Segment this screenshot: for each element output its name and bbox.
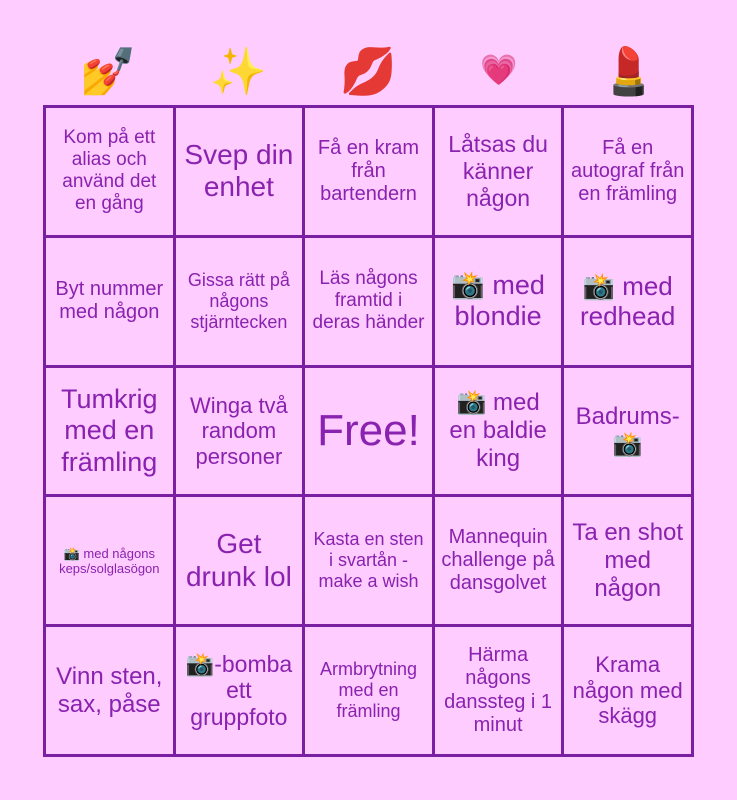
bingo-cell[interactable] — [305, 497, 432, 624]
bingo-cell-text: Get drunk lol — [185, 528, 292, 592]
bingo-board — [43, 105, 694, 757]
growing-heart-icon: 💗 — [480, 53, 518, 88]
bingo-cell[interactable] — [564, 238, 691, 365]
bingo-cell-text: 📸 med blondie — [451, 269, 545, 332]
bingo-cell-text: 📸-bomba ett gruppfoto — [185, 650, 293, 730]
bingo-cell[interactable] — [46, 627, 173, 754]
bingo-cell[interactable] — [435, 627, 562, 754]
bingo-cell[interactable] — [176, 497, 303, 624]
bingo-cell-text: 📸 med någons keps/solglasögon — [59, 545, 160, 576]
bingo-cell-text: Kasta en sten i svartån - make a wish — [313, 529, 424, 592]
bingo-cell-text: Badrums-📸 — [575, 403, 680, 458]
bingo-cell[interactable] — [305, 238, 432, 365]
bingo-cell-text: Gissa rätt på någons stjärntecken — [187, 269, 290, 332]
bingo-cell-text: Byt nummer med någon — [55, 278, 164, 324]
bingo-cell-text: Härma någons danssteg i 1 minut — [444, 644, 553, 736]
bingo-cell-text: Armbrytning med en främling — [319, 659, 417, 722]
bingo-cell[interactable] — [564, 108, 691, 235]
free-space-cell[interactable] — [305, 368, 432, 495]
bingo-cell-text: Winga två random personer — [189, 392, 288, 469]
bingo-cell[interactable] — [46, 238, 173, 365]
bingo-cell[interactable] — [435, 108, 562, 235]
bingo-cell-text: Låtsas du känner någon — [448, 131, 548, 211]
nail-polish-icon: 💅 — [79, 44, 137, 98]
bingo-cell[interactable] — [46, 108, 173, 235]
bingo-cell-text: Kom på ett alias och använd det en gång — [62, 127, 157, 215]
bingo-cell[interactable] — [46, 497, 173, 624]
bingo-cell-text: 📸 med redhead — [579, 271, 676, 332]
lipstick-icon: 💄 — [600, 44, 658, 98]
bingo-cell-text: Ta en shot med någon — [572, 519, 684, 602]
bingo-cell[interactable] — [305, 627, 432, 754]
bingo-cell[interactable] — [46, 368, 173, 495]
free-space-text: Free! — [317, 406, 420, 456]
bingo-cell[interactable] — [564, 368, 691, 495]
bingo-cell-text: Tumkrig med en främling — [61, 384, 158, 477]
bingo-cell-text: Läs någons framtid i deras händer — [312, 268, 425, 334]
bingo-cell[interactable] — [176, 627, 303, 754]
bingo-cell-text: Vinn sten, sax, påse — [56, 662, 163, 718]
bingo-cell-text: Få en autograf från en främling — [570, 136, 685, 205]
bingo-cell[interactable] — [435, 238, 562, 365]
bingo-cell-text: Mannequin challenge på dansgolvet — [441, 526, 555, 595]
bingo-header — [43, 38, 694, 104]
bingo-cell[interactable] — [176, 108, 303, 235]
bingo-cell[interactable] — [564, 497, 691, 624]
kiss-mark-icon: 💋 — [339, 44, 398, 98]
bingo-cell-text: Svep din enhet — [184, 138, 294, 203]
bingo-cell-text: 📸 med en baldie king — [449, 389, 547, 472]
sparkles-icon: ✨ — [209, 44, 267, 98]
bingo-cell-text: Få en kram från bartendern — [317, 136, 420, 205]
bingo-cell[interactable] — [435, 368, 562, 495]
bingo-cell[interactable] — [435, 497, 562, 624]
bingo-cell-text: Krama någon med skägg — [572, 652, 683, 729]
bingo-cell[interactable] — [176, 238, 303, 365]
bingo-cell[interactable] — [305, 108, 432, 235]
bingo-cell[interactable] — [564, 627, 691, 754]
bingo-cell[interactable] — [176, 368, 303, 495]
